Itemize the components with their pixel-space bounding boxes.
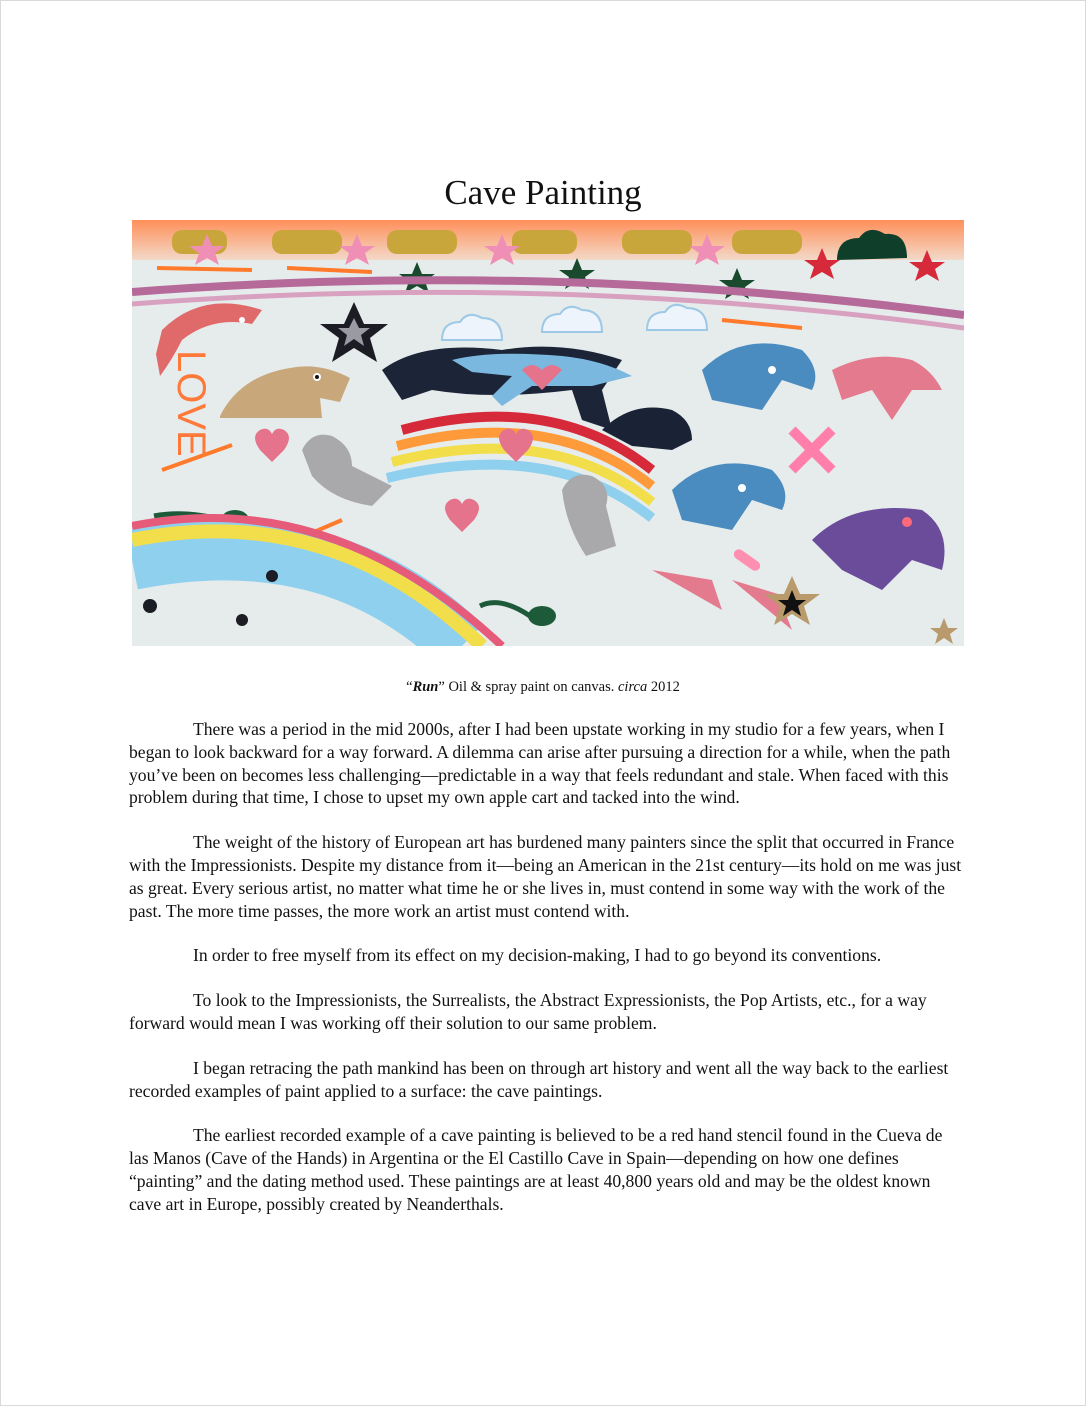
paragraph: The earliest recorded example of a cave painting is believed to be a red hand stencil found in the Cueva de las Manos (Cave of the Hands) in Argentina or the El Castillo Cave in Spain—depending on how one defines “painting” and the dating method used. These paintings are at least 40,800 years old and may be the oldest known cave art in Europe, possibly created by Neanderthals. [129, 1125, 943, 1214]
paragraph: In order to free myself from its effect on my decision-making, I had to go beyond its conventions. [193, 945, 882, 966]
caption-close-quote: ” [438, 679, 445, 695]
paragraph: There was a period in the mid 2000s, after I had been upstate working in my studio for a few years, when I began to look backward for a way forward. A dilemma can arise after pursuing a direction for a while, when the path you’ve been on becomes less challenging—predictable in a way that feels redundant and stale. When faced with this problem during that time, I chose to upset my own apple cart and tacked into the wind. [129, 719, 951, 808]
body-text [129, 718, 965, 1238]
paragraph: I began retracing the path mankind has been on through art history and went all the way back to the earliest recorded examples of paint applied to a surface: the cave paintings. [129, 1057, 949, 1101]
caption-open-quote: “ [406, 679, 413, 695]
caption-work-title: Run [412, 679, 439, 695]
painting-caption [1, 678, 1085, 696]
caption-circa: circa [617, 679, 648, 695]
caption-year: 2012 [647, 679, 680, 695]
page-title: Cave Painting [444, 173, 642, 213]
svg-text:LOVE: LOVE [169, 350, 213, 457]
paragraph: The weight of the history of European art has burdened many painters since the split that occurred in France with the Impressionists. Despite my distance from it—being an American in the 21st century—its hold on me was just as great. Every serious artist, no matter what time he or she lives in, must contend in some way with the work of the past. The more time passes, the more work an artist must contend with. [129, 832, 962, 921]
caption-medium: Oil & spray paint on canvas. [444, 679, 618, 695]
painting-image [132, 220, 964, 646]
paragraph: To look to the Impressionists, the Surrealists, the Abstract Expressionists, the Pop Artists, etc., for a way forward would mean I was working off their solution to our same problem. [129, 990, 927, 1033]
